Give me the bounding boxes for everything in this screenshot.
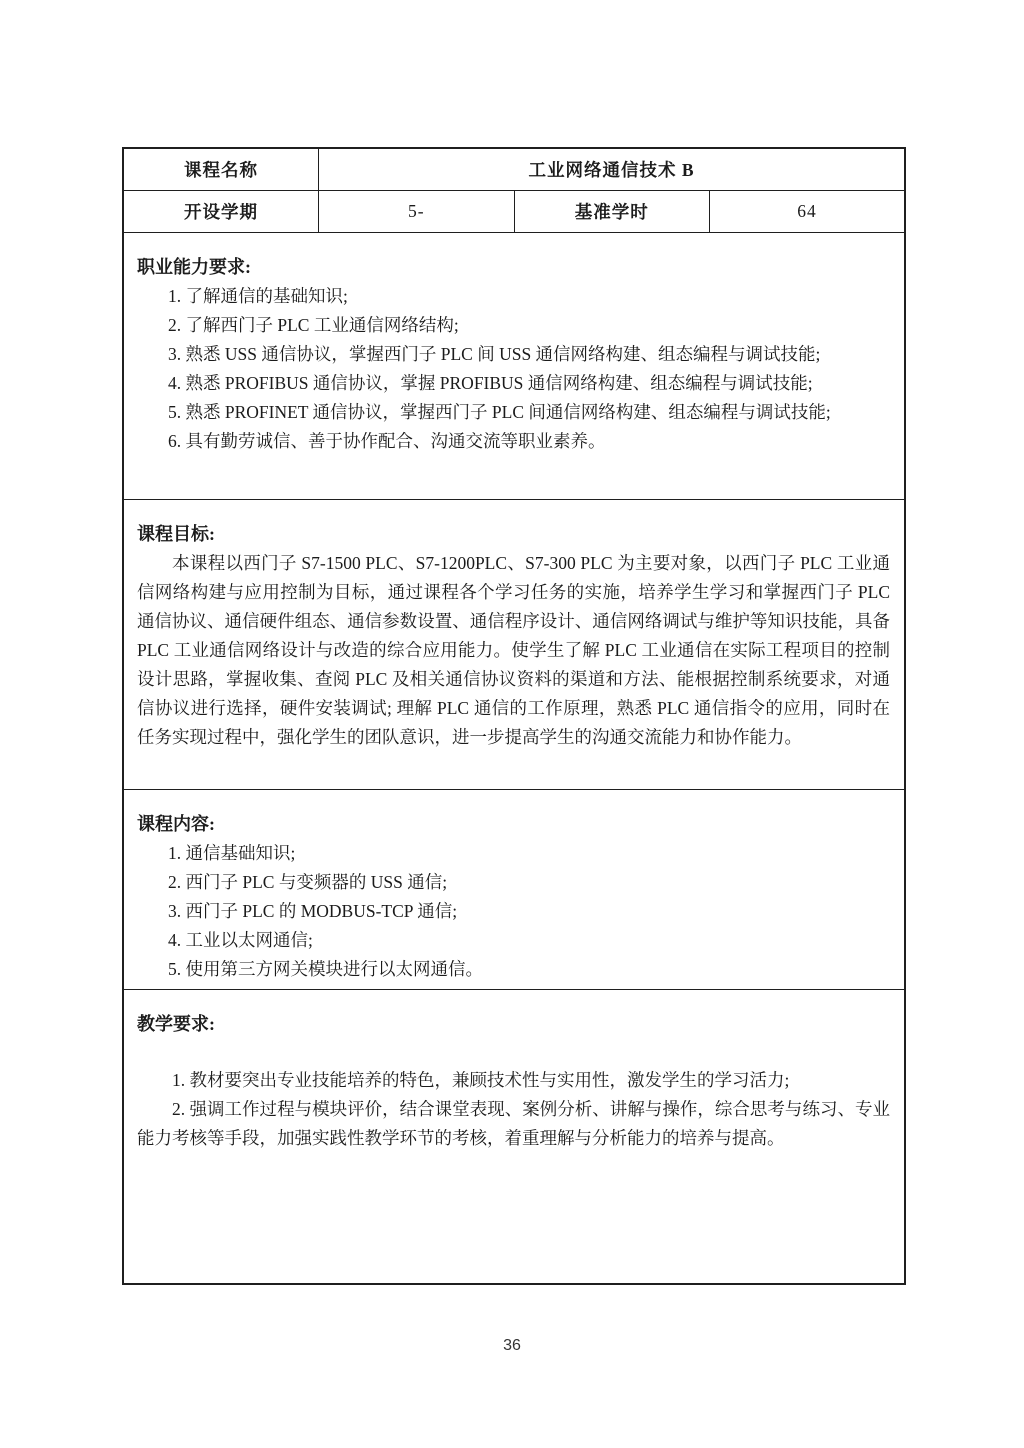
ability-item: 6. 具有勤劳诚信、善于协作配合、沟通交流等职业素养。 xyxy=(168,430,606,451)
hours-label: 基准学时 xyxy=(514,190,710,232)
ability-item: 4. 熟悉 PROFIBUS 通信协议，掌握 PROFIBUS 通信网络构建、组态编程与调试技能; xyxy=(168,372,813,393)
semester-label: 开设学期 xyxy=(123,190,319,232)
objectives-section-row xyxy=(123,499,905,789)
teaching-requirements-section xyxy=(123,989,905,1284)
abilities-section-title: 职业能力要求: xyxy=(137,256,251,277)
objectives-section-title: 课程目标: xyxy=(137,523,215,544)
objectives-section xyxy=(123,499,905,789)
course-name-label: 课程名称 xyxy=(123,148,319,190)
teaching-requirements-title: 教学要求: xyxy=(137,1013,215,1034)
abilities-section-row xyxy=(123,232,905,499)
ability-item: 5. 熟悉 PROFINET 通信协议，掌握西门子 PLC 间通信网络构建、组态编程与调试技能; xyxy=(168,401,831,422)
course-name-row xyxy=(123,148,905,190)
abilities-section xyxy=(123,232,905,499)
teaching-requirements-row xyxy=(123,989,905,1284)
content-item: 3. 西门子 PLC 的 MODBUS-TCP 通信; xyxy=(168,900,458,921)
course-name-value: 工业网络通信技术 B xyxy=(319,148,906,190)
course-syllabus-table xyxy=(122,147,906,1285)
teaching-requirement-item: 1. 教材要突出专业技能培养的特色，兼顾技术性与实用性，激发学生的学习活力; xyxy=(172,1069,790,1090)
content-section xyxy=(123,789,905,989)
hours-value: 64 xyxy=(710,190,906,232)
ability-item: 3. 熟悉 USS 通信协议，掌握西门子 PLC 间 USS 通信网络构建、组态编程与调试技能; xyxy=(168,343,821,364)
teaching-requirement-item: 2. 强调工作过程与模块评价，结合课堂表现、案例分析、讲解与操作，综合思考与练习、专业能力考核等手段，加强实践性教学环节的考核，着重理解与分析能力的培养与提高。 xyxy=(137,1098,890,1148)
content-item: 1. 通信基础知识; xyxy=(168,842,296,863)
content-section-row xyxy=(123,789,905,989)
content-section-title: 课程内容: xyxy=(137,813,215,834)
content-item: 4. 工业以太网通信; xyxy=(168,929,313,950)
semester-value: 5- xyxy=(319,190,515,232)
ability-item: 1. 了解通信的基础知识; xyxy=(168,285,348,306)
semester-hours-row xyxy=(123,190,905,232)
ability-item: 2. 了解西门子 PLC 工业通信网络结构; xyxy=(168,314,459,335)
objectives-paragraph: 本课程以西门子 S7-1500 PLC、S7-1200PLC、S7-300 PLC 为主要对象，以西门子 PLC 工业通信网络构建与应用控制为目标，通过课程各个学习任务的实施，培养学生学习和掌握西门子 PLC 通信协议、通信硬件组态、通信参数设置、通信程序设计、通信网络调试与维护等知识技能，具备 PLC 工业通信网络设计与改造的综合应用能力。使学生了解 PLC 工业通信在实际工程项目的控制设计思路，掌握收集、查阅 PLC 及相关通信协议资料的渠道和方法、能根据控制系统要求，对通信协议进行选择，硬件安装调试; 理解 PLC 通信的工作原理，熟悉 PLC 通信指令的应用，同时在任务实现过程中，强化学生的团队意识，进一步提高学生的沟通交流能力和协作能力。 xyxy=(137,552,890,747)
content-item: 2. 西门子 PLC 与变频器的 USS 通信; xyxy=(168,871,448,892)
page-number: 36 xyxy=(503,1337,521,1354)
content-item: 5. 使用第三方网关模块进行以太网通信。 xyxy=(168,958,483,979)
